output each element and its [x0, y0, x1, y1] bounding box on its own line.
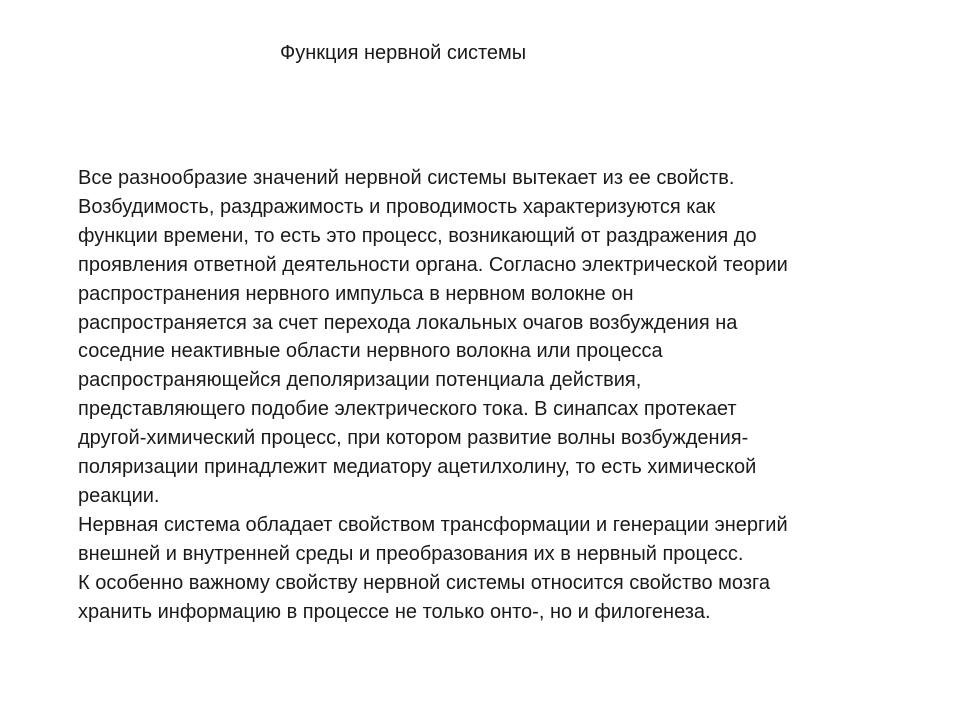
text-line: К особенно важному свойству нервной системы относится свойство мозга [78, 571, 770, 594]
text-line: поляризации принадлежит медиатору ацетилхолину, то есть химической [78, 456, 757, 479]
text-line: представляющего подобие электрического тока. В синапсах протекает [78, 398, 737, 421]
slide-body [78, 164, 878, 627]
paragraph-properties [78, 164, 878, 511]
text-line: внешней и внутренней среды и преобразования их в нервный процесс. [78, 542, 744, 565]
text-line: Все разнообразие значений нервной системы вытекает из ее свойств. [78, 167, 735, 189]
text-line: соседние неактивные области нервного волокна или процесса [78, 340, 663, 363]
text-line: другой-химический процесс, при котором развитие волны возбуждения- [78, 427, 749, 450]
text-line: Возбудимость, раздражимость и проводимость характеризуются как [78, 195, 716, 218]
paragraph-transformation [78, 511, 878, 569]
slide-title: Функция нервной системы [280, 42, 527, 64]
text-line: хранить информацию в процессе не только онто-, но и филогенеза. [78, 600, 711, 623]
text-line: Нервная система обладает свойством трансформации и генерации энергий [78, 513, 788, 536]
text-line: распространяющейся деполяризации потенциала действия, [78, 369, 642, 392]
text-line: распространяется за счет перехода локальных очагов возбуждения на [78, 311, 738, 334]
text-line: распространения нервного импульса в нервном волокне он [78, 282, 634, 305]
paragraph-memory [78, 569, 878, 627]
text-line: реакции. [78, 484, 160, 507]
text-line: проявления ответной деятельности органа. Согласно электрической теории [78, 253, 788, 276]
text-line: функции времени, то есть это процесс, возникающий от раздражения до [78, 224, 757, 247]
